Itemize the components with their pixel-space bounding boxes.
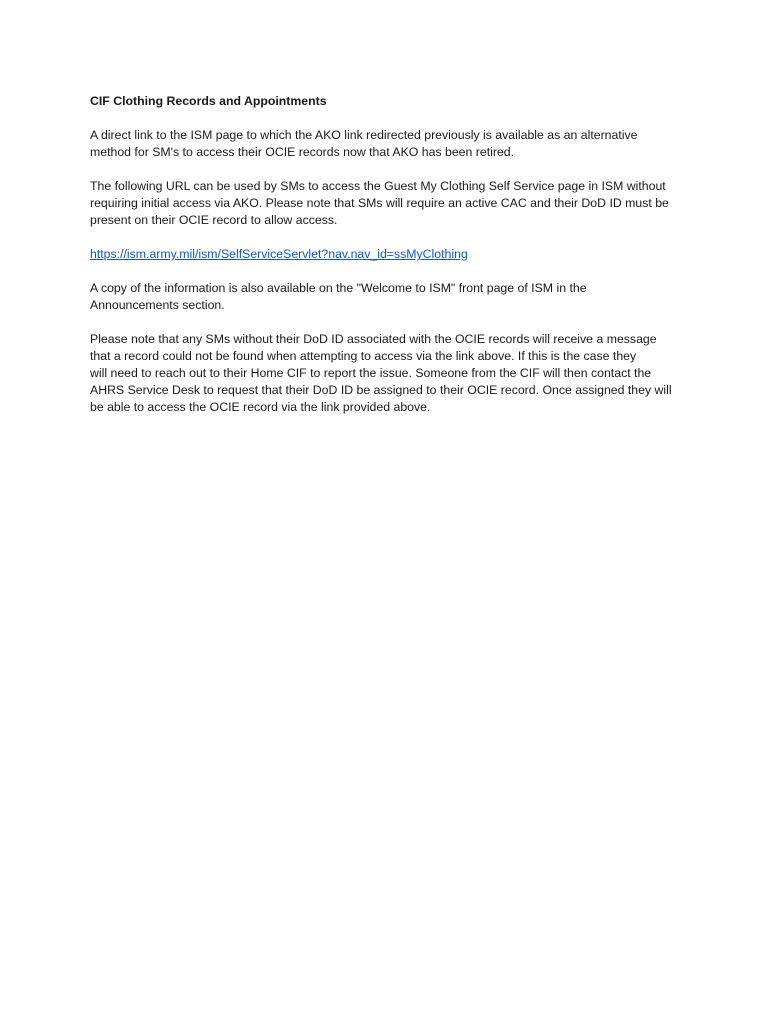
text-line: A copy of the information is also available on the "Welcome to ISM" front page of ISM in the [90,281,587,295]
link-paragraph [90,246,690,263]
ism-self-service-link[interactable]: https://ism.army.mil/ism/SelfServiceServlet?nav.nav_id=ssMyClothing [90,247,468,261]
document-body [90,93,690,433]
text-line: A direct link to the ISM page to which the AKO link redirected previously is available as an alternative [90,128,638,142]
paragraph-direct-link-info [90,127,690,161]
text-line: AHRS Service Desk to request that their DoD ID be assigned to their OCIE record. Once assigned they will [90,383,672,397]
text-line: be able to access the OCIE record via the link provided above. [90,400,431,414]
paragraph-missing-dod-id [90,331,690,416]
text-line: will need to reach out to their Home CIF to report the issue. Someone from the CIF will then contact the [90,366,652,380]
document-title: CIF Clothing Records and Appointments [90,94,327,108]
text-line: that a record could not be found when attempting to access via the link above. If this is the case they [90,349,637,363]
text-line: Please note that any SMs without their DoD ID associated with the OCIE records will receive a message [90,332,657,346]
text-line: present on their OCIE record to allow access. [90,213,338,227]
text-line: requiring initial access via AKO. Please note that SMs will require an active CAC and their DoD ID must be [90,196,669,210]
paragraph-welcome-copy [90,280,690,314]
text-line: The following URL can be used by SMs to access the Guest My Clothing Self Service page in ISM without [90,179,666,193]
text-line: method for SM's to access their OCIE records now that AKO has been retired. [90,145,515,159]
text-line: Announcements section. [90,298,225,312]
paragraph-url-instructions [90,178,690,229]
